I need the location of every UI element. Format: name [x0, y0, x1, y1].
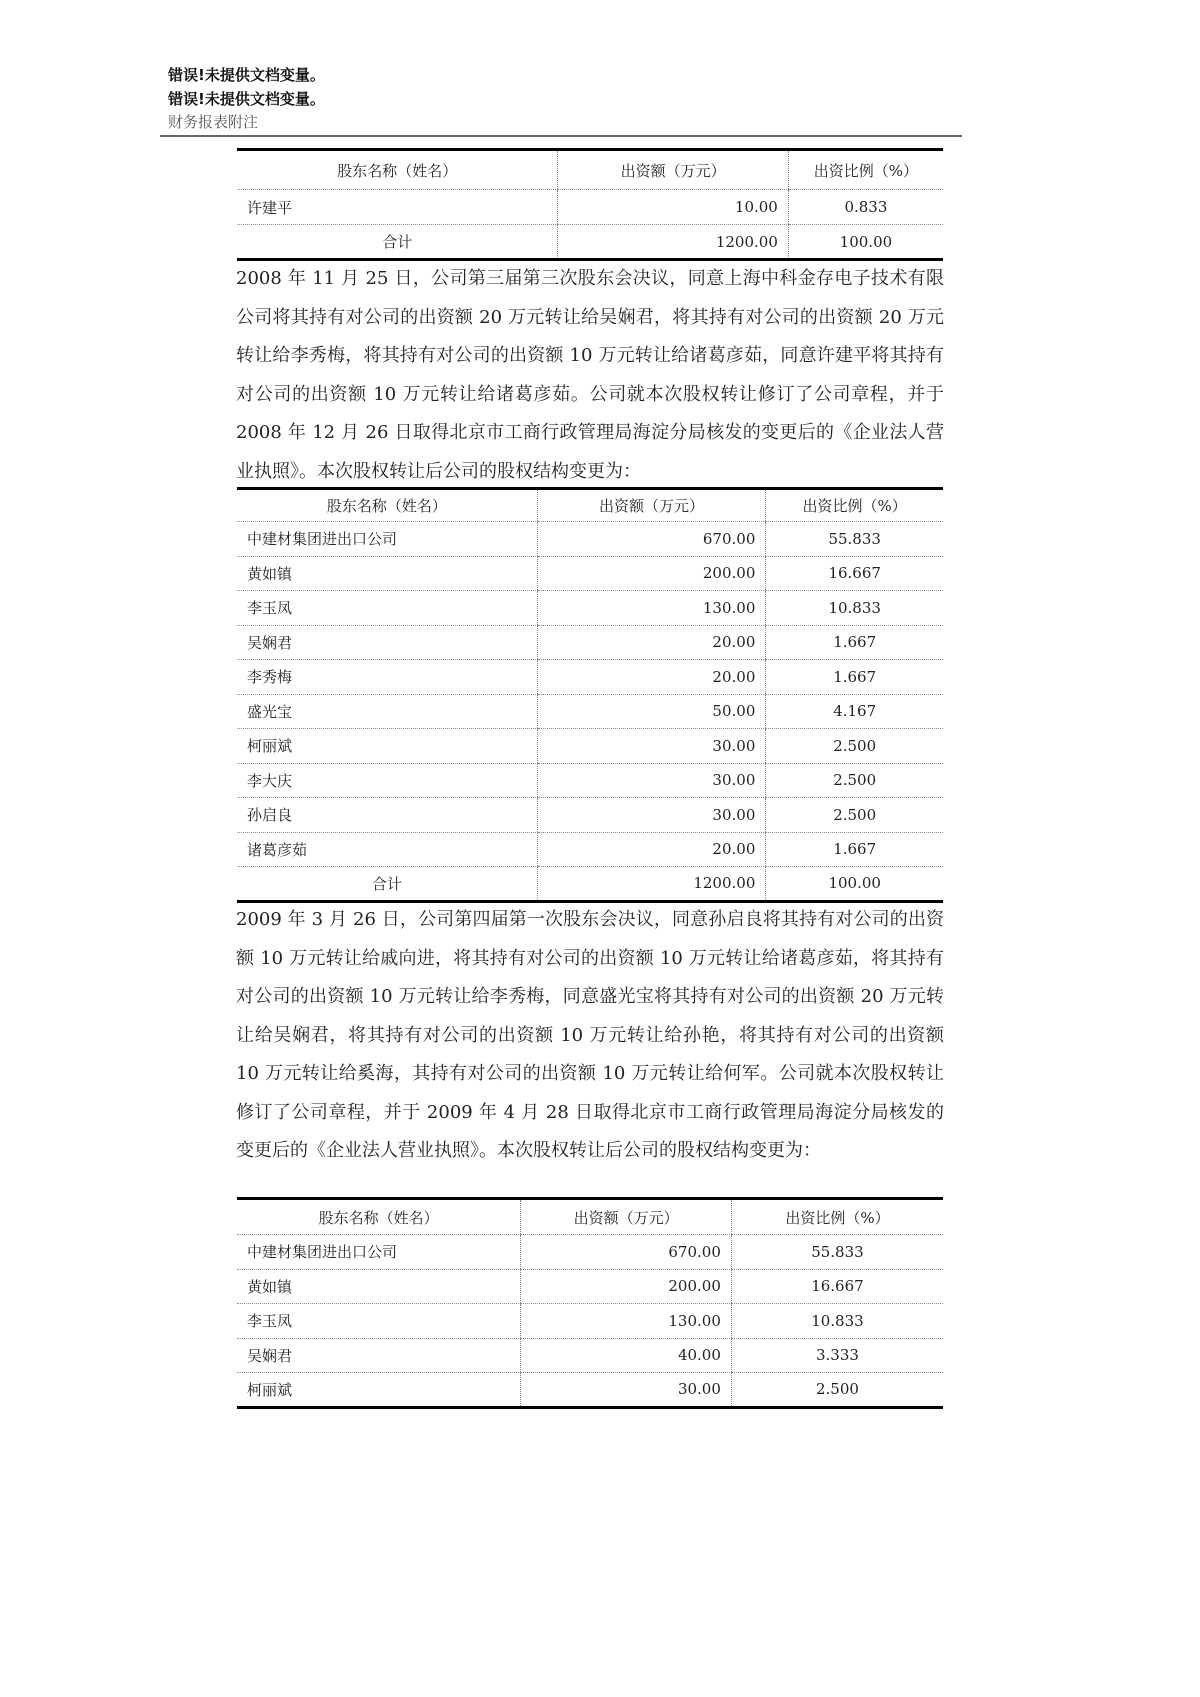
shareholder-name: 黄如镇	[237, 1269, 521, 1304]
capital-ratio: 出资比例（%）	[788, 150, 943, 190]
capital-ratio: 出资比例（%）	[731, 1199, 943, 1235]
capital-amount: 出资额（万元）	[521, 1199, 732, 1235]
shareholder-name: 李玉凤	[237, 591, 537, 626]
error-line-1: 错误!未提供文档变量。	[168, 66, 325, 84]
shareholder-name: 许建平	[237, 190, 558, 225]
capital-amount: 130.00	[537, 591, 766, 626]
table-header-row	[237, 150, 943, 190]
capital-amount: 30.00	[537, 729, 766, 764]
capital-amount: 20.00	[537, 660, 766, 695]
shareholder-name: 股东名称（姓名）	[237, 150, 558, 190]
table-total-row	[237, 867, 943, 902]
table-row	[237, 556, 943, 591]
table-row	[237, 1338, 943, 1373]
capital-amount: 出资额（万元）	[558, 150, 788, 190]
shareholder-name: 李秀梅	[237, 660, 537, 695]
shareholder-name: 吴娴君	[237, 1338, 521, 1373]
table-row	[237, 763, 943, 798]
shareholder-name: 黄如镇	[237, 556, 537, 591]
capital-ratio: 3.333	[731, 1338, 943, 1373]
capital-amount: 20.00	[537, 832, 766, 867]
section-title: 财务报表附注	[168, 113, 259, 131]
capital-ratio: 1.667	[766, 625, 943, 660]
capital-ratio: 100.00	[788, 225, 943, 260]
capital-amount: 10.00	[558, 190, 788, 225]
capital-ratio: 2.500	[766, 763, 943, 798]
capital-ratio: 2.500	[766, 798, 943, 833]
error-line-2: 错误!未提供文档变量。	[168, 90, 325, 108]
shareholder-table-2	[237, 487, 943, 903]
capital-ratio: 55.833	[766, 522, 943, 557]
capital-amount: 30.00	[537, 763, 766, 798]
header-rule	[160, 135, 962, 137]
shareholder-name: 股东名称（姓名）	[237, 1199, 521, 1235]
capital-amount: 30.00	[521, 1373, 732, 1408]
shareholder-name: 孙启良	[237, 798, 537, 833]
shareholder-name: 柯丽斌	[247, 1380, 293, 1399]
capital-amount: 200.00	[537, 556, 766, 591]
shareholder-name: 股东名称（姓名）	[237, 489, 537, 522]
shareholder-name: 李大庆	[237, 763, 537, 798]
table-row	[237, 1235, 943, 1270]
table-header-row	[237, 1199, 943, 1235]
capital-ratio: 16.667	[731, 1269, 943, 1304]
capital-ratio: 4.167	[766, 694, 943, 729]
capital-ratio: 2.500	[766, 729, 943, 764]
capital-amount: 20.00	[537, 625, 766, 660]
shareholder-name: 诸葛彦茹	[237, 832, 537, 867]
capital-amount: 50.00	[537, 694, 766, 729]
shareholder-name: 李玉凤	[237, 1304, 521, 1339]
capital-amount: 30.00	[537, 798, 766, 833]
capital-ratio: 100.00	[766, 867, 943, 902]
capital-ratio: 10.833	[731, 1304, 943, 1339]
capital-amount: 1200.00	[537, 867, 766, 902]
table-total-row	[237, 225, 943, 260]
table-row	[237, 1373, 943, 1408]
shareholder-name: 柯丽斌	[237, 729, 537, 764]
table-row	[237, 591, 943, 626]
shareholder-name: 吴娴君	[237, 625, 537, 660]
table-row	[237, 1304, 943, 1339]
paragraph-2009-transfer: 2009 年 3 月 26 日，公司第四届第一次股东会决议，同意孙启良将其持有对公司的出资额 10 万元转让给戚向进，将其持有对公司的出资额 10 万元转让给诸葛彦茹，将其持有对公司的出资额 10 万元转让给李秀梅，同意盛光宝将其持有对公司的出资额 20 万元转让给吴娴君，将其持有对公司的出资额 10 万元转让给孙艳，将其持有对公司的出资额 10 万元转让给奚海，其持有对公司的出资额 10 万元转让给何军。公司就本次股权转让修订了公司章程，并于 2009 年 4 月 28 日取得北京市工商行政管理局海淀分局核发的变更后的《企业法人营业执照》。本次股权转让后公司的股权结构变更为：	[236, 909, 944, 1161]
table-row	[237, 522, 943, 557]
table-row	[237, 625, 943, 660]
capital-amount: 1200.00	[558, 225, 788, 260]
shareholder-name: 中建材集团进出口公司	[237, 1235, 521, 1270]
capital-ratio: 1.667	[766, 832, 943, 867]
table-row	[237, 1269, 943, 1304]
shareholder-table-1	[237, 148, 943, 261]
capital-ratio: 1.667	[766, 660, 943, 695]
capital-ratio: 16.667	[766, 556, 943, 591]
shareholder-table-3	[237, 1197, 943, 1409]
table-row	[237, 190, 943, 225]
shareholder-name: 中建材集团进出口公司	[237, 522, 537, 557]
capital-amount: 670.00	[537, 522, 766, 557]
table-row	[237, 832, 943, 867]
capital-ratio: 55.833	[731, 1235, 943, 1270]
paragraph-2008-transfer: 2008 年 11 月 25 日，公司第三届第三次股东会决议，同意上海中科金存电子技术有限公司将其持有对公司的出资额 20 万元转让给吴娴君，将其持有对公司的出资额 20 万元转让给李秀梅，将其持有对公司的出资额 10 万元转让给诸葛彦茹，同意许建平将其持有对公司的出资额 10 万元转让给诸葛彦茹。公司就本次股权转让修订了公司章程，并于 2008 年 12 月 26 日取得北京市工商行政管理局海淀分局核发的变更后的《企业法人营业执照》。本次股权转让后公司的股权结构变更为：	[236, 268, 944, 482]
capital-ratio: 2.500	[731, 1373, 943, 1408]
capital-amount: 200.00	[521, 1269, 732, 1304]
capital-amount: 40.00	[521, 1338, 732, 1373]
table-row	[237, 798, 943, 833]
capital-amount: 130.00	[521, 1304, 732, 1339]
capital-amount: 出资额（万元）	[537, 489, 766, 522]
table-row	[237, 660, 943, 695]
table-row	[237, 694, 943, 729]
capital-amount: 670.00	[521, 1235, 732, 1270]
shareholder-name: 盛光宝	[237, 694, 537, 729]
shareholder-name: 合计	[382, 233, 413, 251]
capital-ratio: 出资比例（%）	[766, 489, 943, 522]
capital-ratio: 0.833	[788, 190, 943, 225]
shareholder-name: 合计	[371, 874, 402, 893]
table-header-row	[237, 489, 943, 522]
capital-ratio: 10.833	[766, 591, 943, 626]
table-row	[237, 729, 943, 764]
